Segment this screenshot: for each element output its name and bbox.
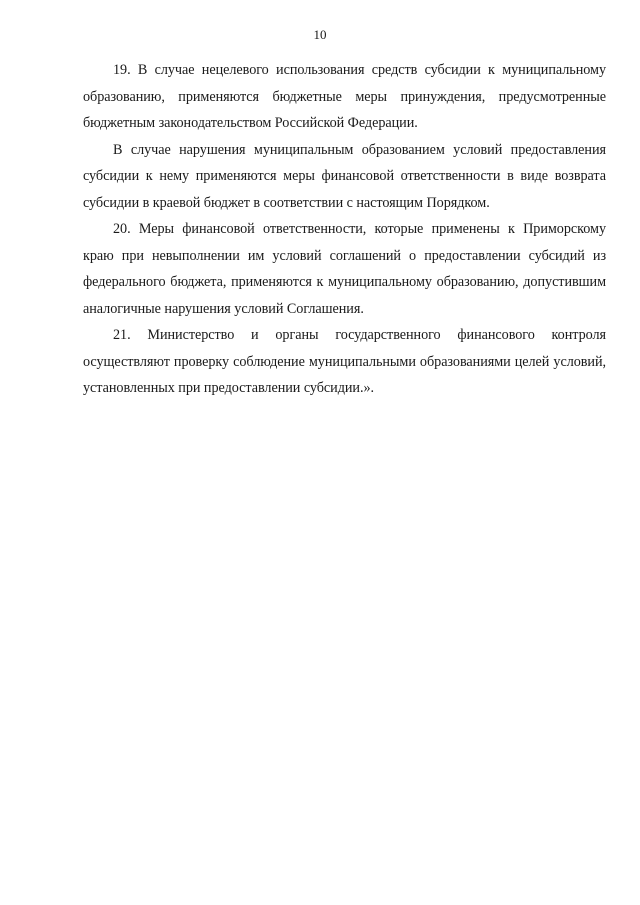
paragraph-20: 20. Меры финансовой ответственности, которые применены к Приморскому краю при невыполнении им условий соглашений о предоставлении субсидий из федерального бюджета, применяются к муниципальному образованию, допустившим аналогичные нарушения условий Соглашения.: [83, 221, 606, 317]
paragraph-19: 19. В случае нецелевого использования средств субсидии к муниципальному образованию, применяются бюджетные меры принуждения, предусмотренные бюджетным законодательством Российской Федерации.: [83, 62, 606, 131]
paragraph-19-continuation: В случае нарушения муниципальным образованием условий предоставления субсидии к нему применяются меры финансовой ответственности в виде возврата субсидии в краевой бюджет в соответствии с настоящим Порядком.: [83, 141, 606, 211]
page-number: 10: [313, 27, 327, 42]
paragraph-21: 21. Министерство и органы государственного финансового контроля осуществляют проверку соблюдение муниципальными образованиями целей условий, установленных при предоставлении субсидии.».: [83, 327, 606, 396]
document-body: [83, 57, 606, 402]
